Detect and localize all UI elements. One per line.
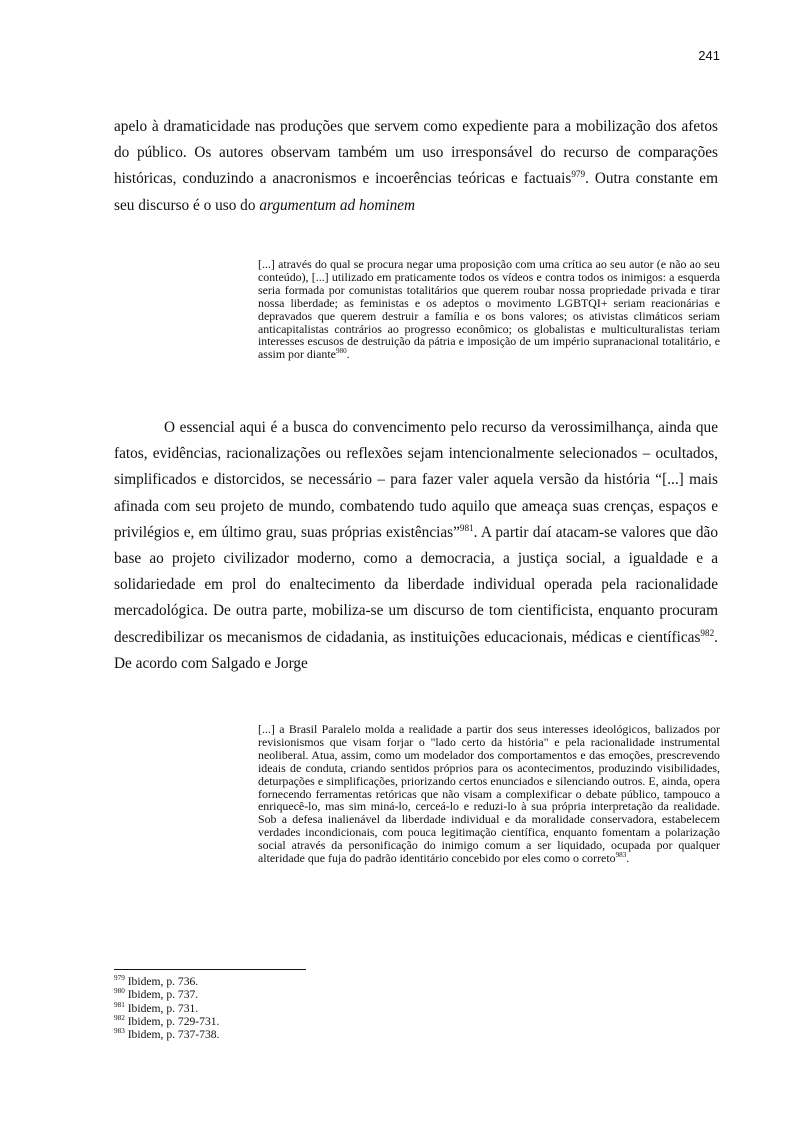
footnote-text: Ibidem, p. 736. (127, 975, 199, 988)
footnote-number: 981 (114, 1000, 125, 1009)
footnote-ref-980[interactable]: 980 (335, 347, 347, 356)
quote-text: [...] através do qual se procura negar uma proposição com uma crítica ao seu autor (e não ao seu conteúdo), [...] utilizado em praticamente todos os vídeos e contra todos os inimigos: a esquerda seria formada por comunistas totalitários que querem roubar nossa propriedade privada e tirar nossa liberdade; as feministas e os adeptos o movimento LGBTQI+ seriam reacionárias e depravados que querem destruir a família e os bons valores; os ativistas climáticos seriam anticapitalistas contrários ao progresso econômico; os globalistas e multiculturalistas teriam interesses escusos de destruição da pátria e imposição de um império supranacional totalitário, e assim por diante (258, 257, 720, 362)
body-paragraph-2 (114, 415, 718, 677)
footnote-text: Ibidem, p. 731. (127, 1001, 199, 1015)
footnotes (114, 975, 219, 1041)
footnote-number: 982 (114, 1014, 125, 1023)
body-paragraph-1 (114, 114, 718, 219)
footnote-ref-979[interactable]: 979 (571, 169, 586, 180)
block-quote-1 (258, 258, 720, 361)
footnote-text: Ibidem, p. 737. (127, 988, 199, 1002)
footnote-983 (114, 1028, 219, 1041)
paragraph-text: . Outra constante em seu discurso é o uso do (114, 170, 718, 214)
footnote-ref-983[interactable]: 983 (615, 851, 627, 860)
footnote-ref-981[interactable]: 981 (459, 522, 474, 533)
footnote-text: Ibidem, p. 729-731. (127, 1014, 220, 1028)
footnote-982 (114, 1015, 219, 1028)
footnote-number: 979 (114, 974, 125, 983)
latin-term: argumentum ad hominem (259, 196, 416, 214)
page-number: 241 (698, 48, 720, 63)
footnote-980 (114, 988, 219, 1001)
footnote-ref-982[interactable]: 982 (700, 627, 715, 638)
paragraph-text: . A partir daí atacam-se valores que dão base ao projeto civilizador moderno, como a democracia, a justiça social, a igualdade e a solidariedade em prol do enaltecimento da liberdade individual operada pela racionalidade mercadológica. De outra parte, mobiliza-se um discurso de tom cientificista, enquanto procuram descredibilizar os mecanismos de cidadania, as instituições educacionais, médicas e científicas (114, 523, 718, 646)
paragraph-text: O essencial aqui é a busca do convencimento pelo recurso da verossimilhança, ainda que fatos, evidências, racionalizações ou reflexões sejam intencionalmente selecionados – ocultados, simplificados e distorcidos, se necessário – para fazer valer aquela versão da história “[...] mais afinada com seu projeto de mundo, combatendo tudo aquilo que ameaça suas crenças, espaços e privilégios e, em último grau, suas próprias existências” (114, 419, 718, 541)
quote-text: [...] a Brasil Paralelo molda a realidade a partir dos seus interesses ideológicos, balizados por revisionismos que visam forjar o "lado certo da história" e pela racionalidade instrumental neoliberal. Atua, assim, como um modelador dos comportamentos e das emoções, prescrevendo ideais de conduta, criando sentidos próprios para os acontecimentos, produzindo visibilidades, deturpações e simplificações, priorizando certos enunciados e silenciando outros. E, ainda, opera fornecendo ferramentas retóricas que não visam a complexificar o debate público, tampouco a enriquecê-lo, mas sim miná-lo, cerceá-lo e reduzi-lo à sua própria interpretação da realidade. Sob a defesa inalienável da liberdade individual e da moralidade conservadora, estabelecem verdades incondicionais, com pouca legitimação científica, enquanto fomentam a polarização social através da personificação do inimigo comum a ser liquidado, ocupada por qualquer alteridade que fuja do padrão identitário concebido por eles como o correto (258, 722, 720, 866)
footnote-number: 980 (114, 987, 125, 996)
footnote-979 (114, 975, 219, 988)
footnote-981 (114, 1002, 219, 1015)
quote-end: . (346, 347, 350, 362)
footnote-number: 983 (114, 1027, 125, 1036)
paragraph-text: apelo à dramaticidade nas produções que servem como expediente para a mobilização dos afetos do público. Os autores observam também um uso irresponsável do recurso de comparações históricas, conduzindo a anacronismos e incoerências teóricas e factuais (114, 118, 718, 188)
footnote-separator (114, 969, 306, 970)
footnote-text: Ibidem, p. 737-738. (127, 1028, 220, 1042)
paragraph-text: . De acordo com Salgado e Jorge (114, 628, 718, 672)
block-quote-2 (258, 723, 720, 865)
quote-end: . (626, 851, 630, 866)
